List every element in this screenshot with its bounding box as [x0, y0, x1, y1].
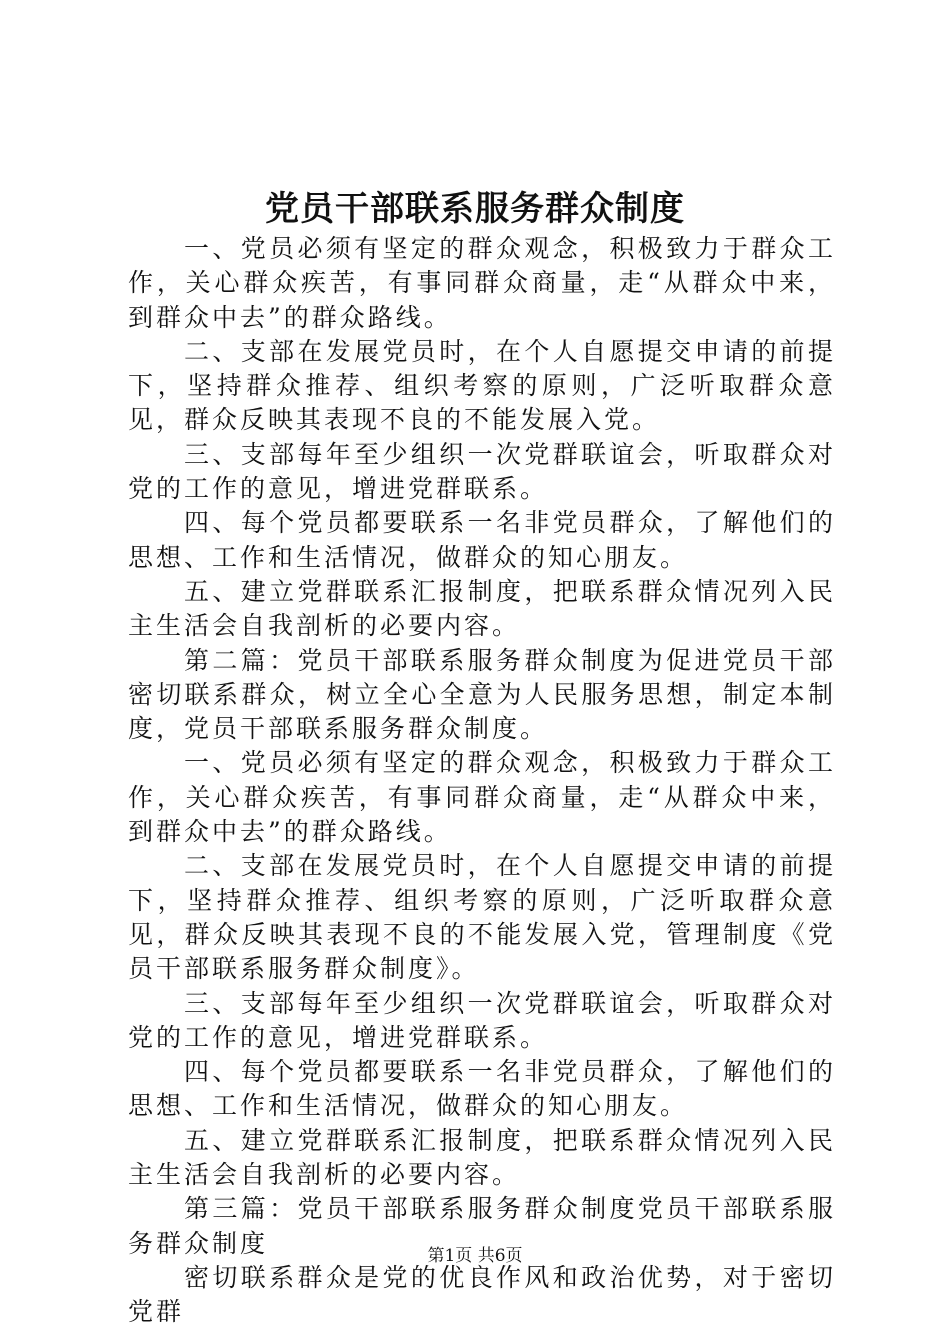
paragraph: 一、党员必须有坚定的群众观念，积极致力于群众工作，关心群众疾苦，有事同群众商量，走“从群众中来，到群众中去”的群众路线。	[128, 234, 836, 332]
paragraph: 三、支部每年至少组织一次党群联谊会，听取群众对党的工作的意见，增进党群联系。	[128, 988, 836, 1052]
paragraph: 一、党员必须有坚定的群众观念，积极致力于群众工作，关心群众疾苦，有事同群众商量，走“从群众中来，到群众中去”的群众路线。	[128, 748, 836, 847]
page-footer: 第1页 共6页	[427, 1246, 523, 1266]
paragraph: 二、支部在发展党员时，在个人自愿提交申请的前提下，坚持群众推荐、组织考察的原则，广泛听取群众意见，群众反映其表现不良的不能发展入党。	[128, 336, 836, 435]
section-heading-paragraph: 第二篇：党员干部联系服务群众制度为促进党员干部密切联系群众，树立全心全意为人民服务思想，制定本制度，党员干部联系服务群众制度。	[128, 645, 836, 744]
paragraph: 五、建立党群联系汇报制度，把联系群众情况列入民主生活会自我剖析的必要内容。	[128, 1125, 836, 1190]
document-body	[128, 232, 836, 1330]
paragraph: 四、每个党员都要联系一名非党员群众，了解他们的思想、工作和生活情况，做群众的知心朋友。	[128, 1057, 836, 1121]
paragraph: 二、支部在发展党员时，在个人自愿提交申请的前提下，坚持群众推荐、组织考察的原则，广泛听取群众意见，群众反映其表现不良的不能发展入党，管理制度《党员干部联系服务群众制度》。	[128, 851, 836, 984]
document-title: 党员干部联系服务群众制度	[265, 189, 685, 229]
paragraph: 密切联系群众是党的优良作风和政治优势，对于密切党群	[128, 1262, 836, 1327]
paragraph: 三、支部每年至少组织一次党群联谊会，听取群众对党的工作的意见，增进党群联系。	[128, 439, 836, 504]
paragraph: 五、建立党群联系汇报制度，把联系群众情况列入民主生活会自我剖析的必要内容。	[128, 576, 836, 641]
paragraph: 四、每个党员都要联系一名非党员群众，了解他们的思想、工作和生活情况，做群众的知心朋友。	[128, 508, 836, 572]
section-heading-paragraph: 第三篇：党员干部联系服务群众制度党员干部联系服务群众制度	[128, 1194, 836, 1258]
